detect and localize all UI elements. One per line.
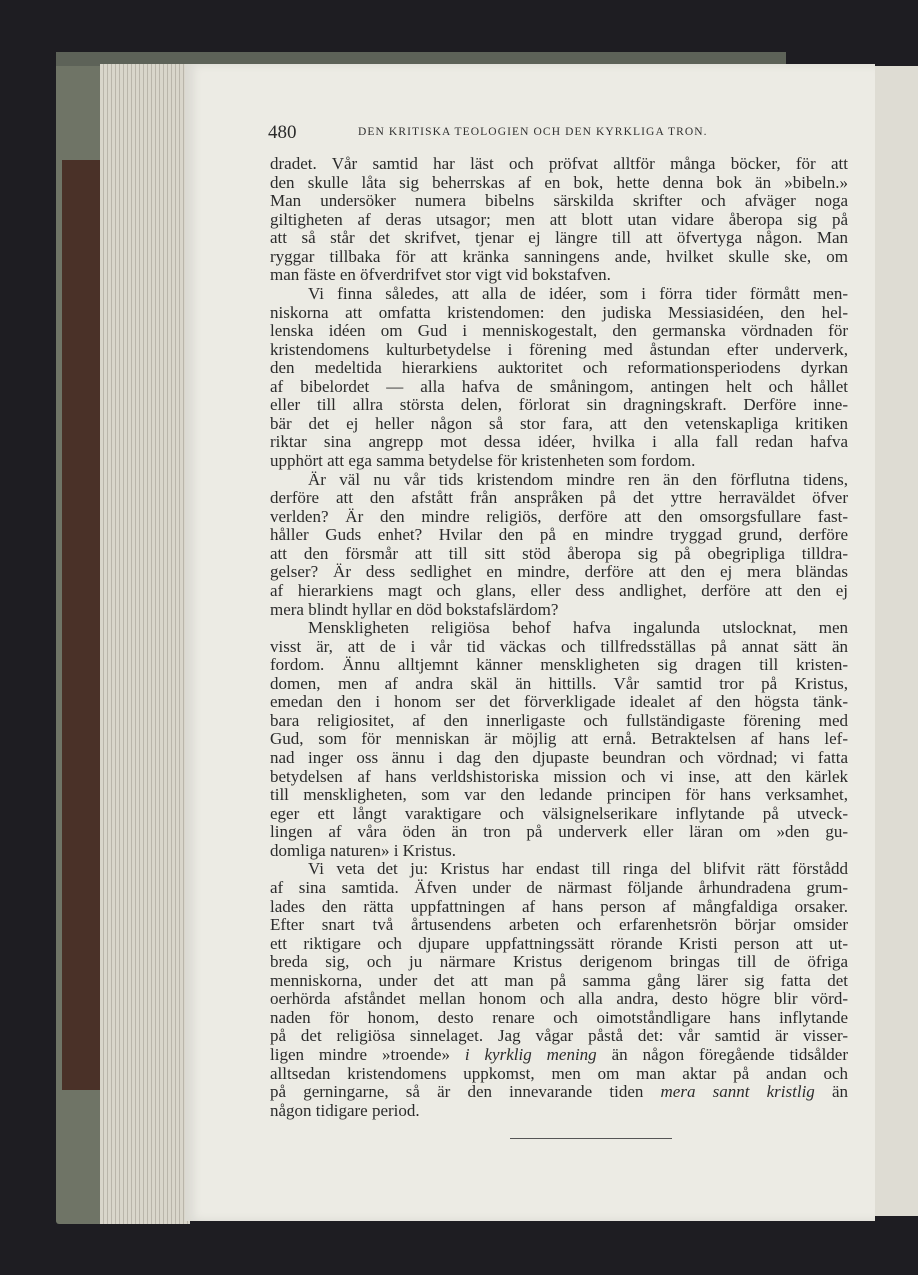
line-text: breda sig, och ju närmare Kristus derigenom bringas till de öfriga	[270, 952, 848, 972]
line-text: eger ett långt varaktigare och välsignelserikare inflytande på utveck-	[270, 803, 848, 823]
line-text: på gerningarne, så är den innevarande tiden	[270, 1082, 661, 1102]
running-title: DEN KRITISKA TEOLOGIEN OCH DEN KYRKLIGA TRON.	[358, 126, 708, 138]
line-text: gelser? Är dess sedlighet en mindre, derföre att den ej mera bländas	[270, 562, 848, 582]
text-line	[270, 638, 848, 657]
line-text: upphört att ega samma betydelse för kristenheten som fordom.	[270, 451, 696, 470]
end-rule	[510, 1138, 672, 1139]
text-line	[270, 786, 848, 805]
line-text: Är väl nu vår tids kristendom mindre ren än den förflutna tidens,	[308, 469, 848, 489]
line-text: riktar sina angrepp mot dessa idéer, hvilka i alla fall redan hafva	[270, 432, 848, 452]
body-text	[270, 155, 848, 1120]
text-line	[270, 415, 848, 434]
text-line	[270, 582, 848, 601]
text-line	[270, 248, 848, 267]
text-line	[270, 452, 848, 471]
text-line	[270, 619, 848, 638]
line-text: på det religiösa sinnelaget. Jag vågar påstå det: vår samtid är visser-	[270, 1026, 848, 1046]
line-text: domliga naturen» i Kristus.	[270, 840, 457, 860]
text-line	[270, 1009, 848, 1028]
text-line	[270, 898, 848, 917]
text-line	[270, 749, 848, 768]
line-text: emedan den i honom ser det förverkligade idealet af den högsta tänk-	[270, 692, 848, 712]
line-text: bara religiositet, af den innerligaste och fullständigaste förening med	[270, 710, 848, 730]
text-line	[270, 285, 848, 304]
page-number: 480	[268, 122, 297, 143]
italic-text: mera sannt kristlig	[660, 1082, 815, 1102]
line-text: verlden? Är den mindre religiös, derföre att den omsorgsfullare fast-	[270, 506, 848, 526]
line-text: Vi finna således, att alla de idéer, som i förra tider förmått men-	[308, 283, 848, 303]
text-line	[270, 879, 848, 898]
line-text: alltsedan kristendomens uppkomst, men om man aktar på andan och	[270, 1063, 848, 1083]
text-line	[270, 1027, 848, 1046]
line-text: den medeltida hierarkiens auktoritet och reformationsperiodens dyrkan	[270, 358, 848, 378]
line-text: menniskorna, under det att man på samma gång lärer sig fatta det	[270, 970, 848, 990]
line-text: man fäste en öfverdrifvet stor vigt vid bokstafven.	[270, 265, 611, 285]
line-text: den skulle låta sig beherrskas af en bok, hette denna bok än »bibeln.»	[270, 172, 848, 192]
line-text: Vi veta det ju: Kristus har endast till ringa del blifvit rätt förstådd	[308, 859, 848, 879]
line-text: lenska idéen om Gud i menniskogestalt, den germanska vördnaden för	[270, 321, 848, 341]
line-text: kristendomens kulturbetydelse i förening med åstundan efter underverk,	[270, 339, 848, 359]
text-line	[270, 192, 848, 211]
line-text: bär det ej heller någon så stor fara, att den vetenskapliga kritiken	[270, 413, 848, 433]
text-line	[270, 378, 848, 397]
line-text: någon tidigare period.	[270, 1100, 420, 1120]
line-text: domen, men af andra skäl än hittills. Vår samtid tror på Kristus,	[270, 673, 848, 693]
line-text: än någon föregående tidsålder	[596, 1045, 848, 1064]
text-line	[270, 174, 848, 193]
line-text: niskorna att omfatta kristendomen: den judiska Messiasidéen, den hel-	[270, 302, 848, 322]
line-text: Man undersöker numera bibelns särskilda skrifter och afväger noga	[270, 191, 848, 211]
line-text: giltigheten af deras utsagor; men att blott utan vidare åberopa sig på	[270, 209, 848, 229]
line-text: fordom. Ännu alltjemnt känner menskligheten sig dragen till kristen-	[270, 655, 848, 675]
text-line	[270, 860, 848, 879]
text-line	[270, 693, 848, 712]
text-line	[270, 712, 848, 731]
text-line	[270, 805, 848, 824]
text-line	[270, 675, 848, 694]
line-text: än	[814, 1082, 848, 1102]
text-line	[270, 266, 848, 285]
text-line	[270, 508, 848, 527]
text-line	[270, 1046, 848, 1065]
line-text: eller till allra största delen, förlorat sin dragningskraft. Derföre inne-	[270, 395, 848, 415]
line-text: naden för honom, desto renare och oimotståndligare hans inflytande	[270, 1007, 848, 1027]
text-line	[270, 990, 848, 1009]
text-line	[270, 1102, 848, 1121]
line-text: lades den rätta uppfattningen af hans person af mångfaldiga orsaker.	[270, 896, 848, 916]
text-line	[270, 953, 848, 972]
line-text: till menskligheten, som var den ledande principen för hans verksamhet,	[270, 785, 848, 805]
text-line	[270, 359, 848, 378]
facing-page-edge	[874, 66, 918, 1216]
line-text: ryggar tillbaka för att kränka sanningens ande, hvilket skulle ske, om	[270, 246, 848, 266]
text-line	[270, 545, 848, 564]
line-text: att den försmår att till sitt stöd åberopa sig på obegripliga tilldra-	[270, 543, 848, 563]
text-line	[270, 656, 848, 675]
italic-text: i kyrklig mening	[464, 1045, 597, 1064]
text-line	[270, 489, 848, 508]
line-text: nad inger oss ännu i dag den djupaste beundran och vördnad; vi fatta	[270, 748, 848, 767]
line-text: derföre att den afstått från anspråken på det yttre herraväldet öfver	[270, 488, 848, 508]
line-text: af bibelordet — alla hafva de småningom, antingen helt och hållet	[270, 376, 848, 396]
text-line	[270, 396, 848, 415]
text-line	[270, 768, 848, 787]
text-line	[270, 341, 848, 360]
line-text: af sina samtida. Äfven under de närmast följande århundradena grum-	[270, 877, 848, 897]
text-line	[270, 823, 848, 842]
text-line	[270, 211, 848, 230]
line-text: Gud, som för menniskan är möjlig att ernå. Betraktelsen af hans lef-	[270, 729, 848, 749]
line-text: håller Guds enhet? Hvilar den på en mindre tryggad grund, derföre	[270, 525, 848, 545]
line-text: af hierarkiens magt och glans, eller dess andlighet, derföre att den ej	[270, 580, 848, 600]
text-line	[270, 155, 848, 174]
text-line	[270, 601, 848, 620]
line-text: oerhörda afståndet mellan honom och alla andra, desto högre blir vörd-	[270, 989, 848, 1009]
text-line	[270, 304, 848, 323]
line-text: Efter snart två årtusendens arbeten och erfarenhetsrön börjar omsider	[270, 915, 848, 935]
text-line	[270, 730, 848, 749]
line-text: att så står det skrifvet, tjenar ej längre till att öfvertyga någon. Man	[270, 228, 848, 248]
line-text: lingen af våra öden än tron på underverk eller läran om »den gu-	[270, 822, 848, 842]
page-edges	[100, 64, 190, 1224]
text-line	[270, 916, 848, 935]
line-text: dradet. Vår samtid har läst och pröfvat alltför många böcker, för att	[270, 154, 848, 173]
line-text: betydelsen af hans verldshistoriska mission och vi inse, att den kärlek	[270, 766, 848, 786]
text-line	[270, 526, 848, 545]
text-line	[270, 229, 848, 248]
text-line	[270, 842, 848, 861]
text-line	[270, 1065, 848, 1084]
text-line	[270, 1083, 848, 1102]
line-text: ligen mindre »troende»	[270, 1045, 465, 1064]
text-line	[270, 972, 848, 991]
text-line	[270, 563, 848, 582]
text-line	[270, 471, 848, 490]
text-line	[270, 433, 848, 452]
line-text: mera blindt hyllar en död bokstafslärdom?	[270, 599, 559, 619]
text-line	[270, 322, 848, 341]
line-text: ett riktigare och djupare uppfattningssätt rörande Kristi person att ut-	[270, 933, 848, 953]
line-text: visst är, att de i vår tid väckas och tillfredsställas på annat sätt än	[270, 636, 848, 656]
line-text: Menskligheten religiösa behof hafva ingalunda utslocknat, men	[308, 618, 848, 638]
text-line	[270, 935, 848, 954]
